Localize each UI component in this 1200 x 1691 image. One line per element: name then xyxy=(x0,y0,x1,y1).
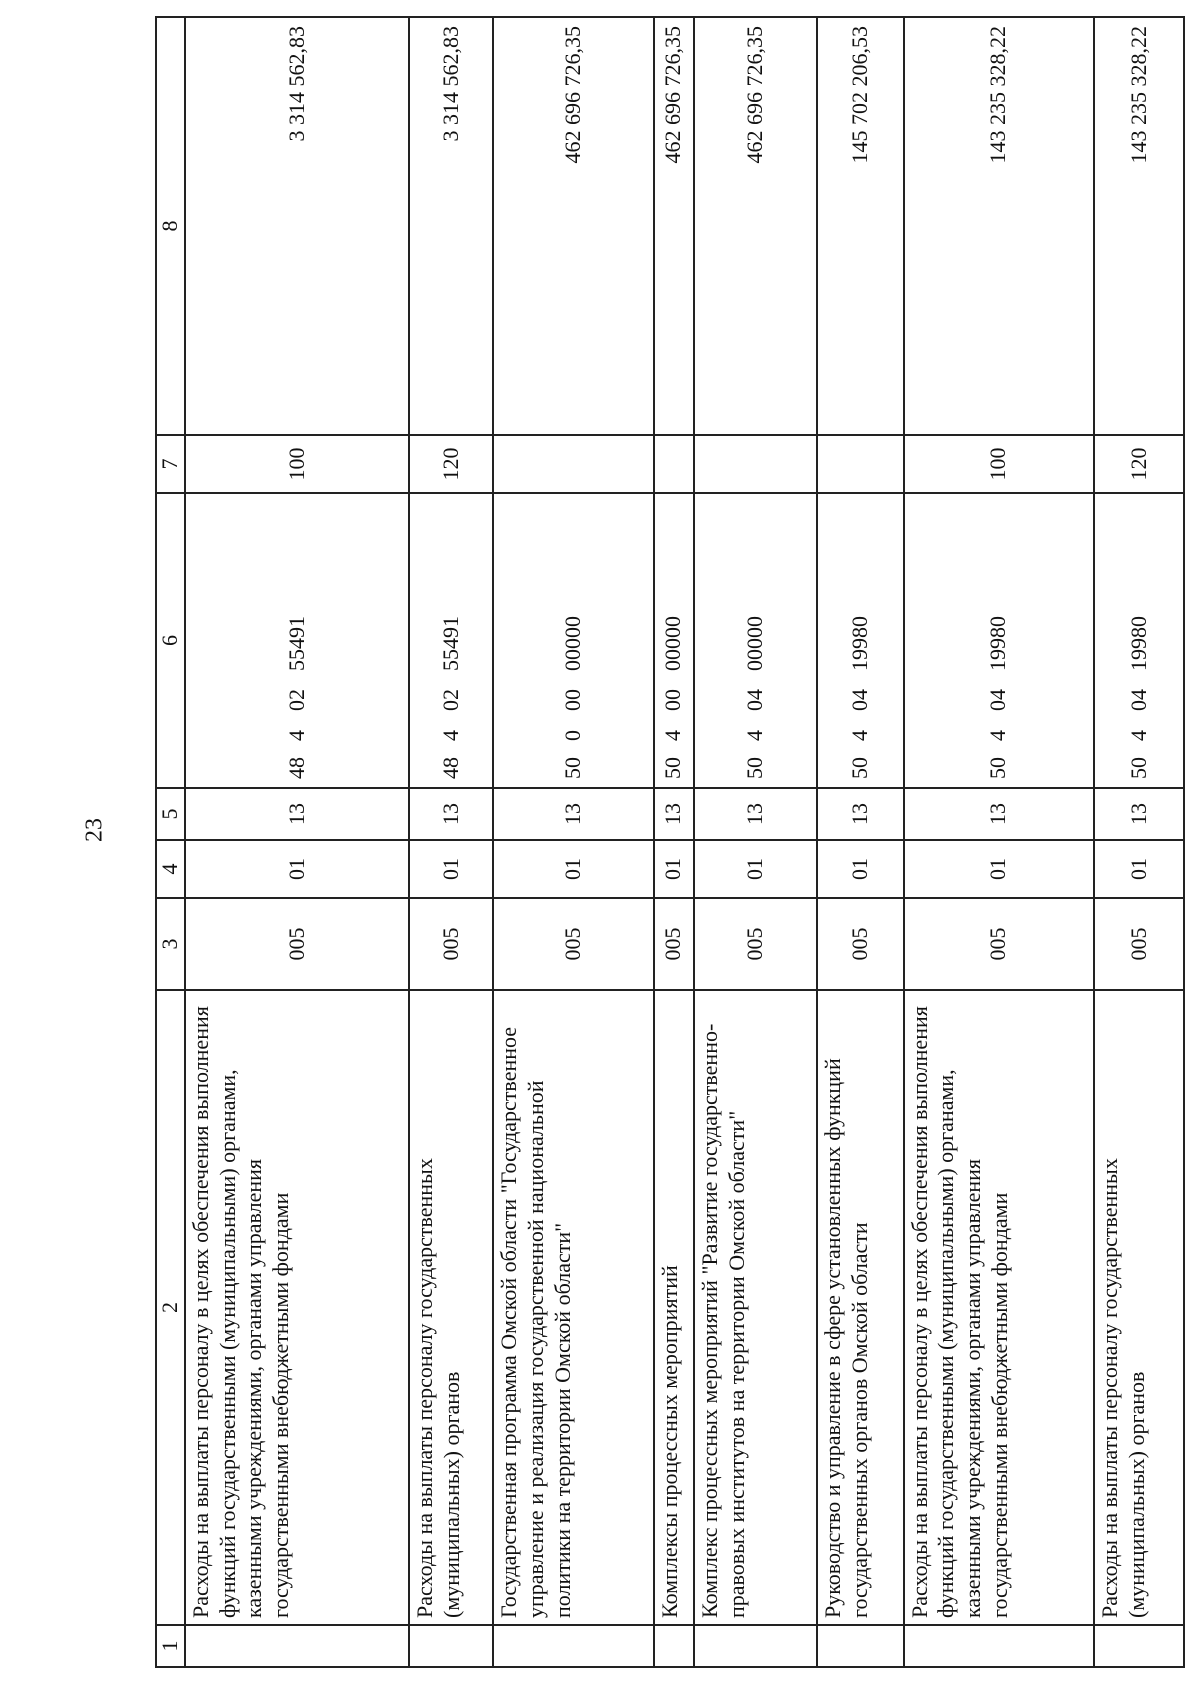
amount-cell: 462 696 726,35 xyxy=(493,17,653,435)
code-part: 00000 xyxy=(559,616,585,671)
code-cell: 01 xyxy=(904,840,1095,898)
page-number: 23 xyxy=(81,818,108,842)
target-article-cell xyxy=(654,493,694,788)
expense-type-cell: 120 xyxy=(1094,435,1184,493)
code-part: 04 xyxy=(1125,689,1151,711)
row-number-cell xyxy=(185,1625,409,1667)
code-cell: 005 xyxy=(694,898,817,990)
header-row xyxy=(156,17,185,1667)
amount-cell: 3 314 562,83 xyxy=(409,17,493,435)
code-cell: 01 xyxy=(654,840,694,898)
amount-cell: 143 235 328,22 xyxy=(904,17,1095,435)
header-col-6: 6 xyxy=(156,493,185,788)
code-part: 4 xyxy=(283,730,309,741)
header-col-1: 1 xyxy=(156,1625,185,1667)
code-cell: 13 xyxy=(654,788,694,840)
code-cell: 005 xyxy=(185,898,409,990)
code-part: 55491 xyxy=(437,616,463,671)
expense-type-cell: 100 xyxy=(185,435,409,493)
amount-cell: 462 696 726,35 xyxy=(654,17,694,435)
code-part: 50 xyxy=(1125,757,1151,779)
description-cell: Комплекс процессных мероприятий "Развитие государственно-правовых институтов на территории Омской области" xyxy=(694,990,817,1625)
table-row xyxy=(493,17,653,1667)
code-part: 50 xyxy=(847,757,872,779)
code-cell: 01 xyxy=(185,840,409,898)
description-cell: Расходы на выплаты персоналу государственных (муниципальных) органов xyxy=(409,990,493,1625)
target-article-cell xyxy=(694,493,817,788)
row-number-cell xyxy=(694,1625,817,1667)
code-cell: 005 xyxy=(817,898,903,990)
code-part: 19980 xyxy=(985,616,1011,671)
code-part: 48 xyxy=(437,757,463,779)
code-part: 04 xyxy=(985,689,1011,711)
amount-cell: 145 702 206,53 xyxy=(817,17,903,435)
row-number-cell xyxy=(654,1625,694,1667)
row-number-cell xyxy=(904,1625,1095,1667)
table-row xyxy=(185,17,409,1667)
code-part: 00 xyxy=(559,689,585,711)
target-article-cell xyxy=(185,493,409,788)
code-part: 04 xyxy=(742,689,768,711)
table-row xyxy=(409,17,493,1667)
code-part: 50 xyxy=(742,757,768,779)
code-cell: 005 xyxy=(409,898,493,990)
table-row xyxy=(1094,17,1184,1667)
expense-type-cell: 120 xyxy=(409,435,493,493)
amount-cell: 462 696 726,35 xyxy=(694,17,817,435)
code-cell: 01 xyxy=(817,840,903,898)
code-part: 4 xyxy=(985,730,1011,741)
code-cell: 13 xyxy=(1094,788,1184,840)
expense-type-cell xyxy=(694,435,817,493)
header-col-7: 7 xyxy=(156,435,185,493)
code-part: 02 xyxy=(283,689,309,711)
header-col-5: 5 xyxy=(156,788,185,840)
row-number-cell xyxy=(1094,1625,1184,1667)
code-part: 50 xyxy=(559,757,585,779)
code-part: 19980 xyxy=(1125,616,1151,671)
table-row xyxy=(694,17,817,1667)
code-part: 4 xyxy=(660,730,686,741)
code-cell: 005 xyxy=(904,898,1095,990)
header-col-2: 2 xyxy=(156,990,185,1625)
header-col-3: 3 xyxy=(156,898,185,990)
code-part: 4 xyxy=(1125,730,1151,741)
expense-type-cell xyxy=(817,435,903,493)
description-cell: Расходы на выплаты персоналу в целях обеспечения выполнения функций государственными (муниципальными) органами, казенными учреждениями, органами управления государственными внебюджетными фондами xyxy=(185,990,409,1625)
target-article-cell xyxy=(409,493,493,788)
code-cell: 005 xyxy=(654,898,694,990)
code-part: 02 xyxy=(437,689,463,711)
code-part: 00000 xyxy=(742,616,768,671)
code-cell: 01 xyxy=(1094,840,1184,898)
code-part: 55491 xyxy=(283,616,309,671)
code-cell: 13 xyxy=(817,788,903,840)
code-part: 50 xyxy=(660,757,686,779)
code-cell: 005 xyxy=(1094,898,1184,990)
target-article-cell xyxy=(1094,493,1184,788)
code-cell: 005 xyxy=(493,898,653,990)
code-part: 4 xyxy=(742,730,768,741)
code-cell: 13 xyxy=(694,788,817,840)
table-row xyxy=(817,17,903,1667)
code-part: 50 xyxy=(985,757,1011,779)
expense-type-cell xyxy=(654,435,694,493)
code-part: 00 xyxy=(660,689,686,711)
code-part: 00000 xyxy=(660,616,686,671)
amount-cell: 143 235 328,22 xyxy=(1094,17,1184,435)
amount-cell: 3 314 562,83 xyxy=(185,17,409,435)
description-cell: Расходы на выплаты персоналу государственных (муниципальных) органов xyxy=(1094,990,1184,1625)
code-cell: 13 xyxy=(409,788,493,840)
target-article-cell xyxy=(904,493,1095,788)
code-cell: 13 xyxy=(904,788,1095,840)
row-number-cell xyxy=(409,1625,493,1667)
description-cell: Государственная программа Омской области "Государственное управление и реализация государственной национальной политики на территории Омской области" xyxy=(493,990,653,1625)
code-part: 4 xyxy=(437,730,463,741)
header-col-8: 8 xyxy=(156,17,185,435)
budget-table xyxy=(155,16,1185,1668)
expense-type-cell xyxy=(493,435,653,493)
code-cell: 01 xyxy=(493,840,653,898)
code-part: 19980 xyxy=(847,616,872,671)
expense-type-cell: 100 xyxy=(904,435,1095,493)
table-row xyxy=(654,17,694,1667)
description-cell: Расходы на выплаты персоналу в целях обеспечения выполнения функций государственными (муниципальными) органами, казенными учреждениями, органами управления государственными внебюджетными фондами xyxy=(904,990,1095,1625)
description-cell: Комплексы процессных мероприятий xyxy=(654,990,694,1625)
code-cell: 13 xyxy=(493,788,653,840)
code-cell: 13 xyxy=(185,788,409,840)
target-article-cell xyxy=(817,493,903,788)
code-cell: 01 xyxy=(694,840,817,898)
row-number-cell xyxy=(817,1625,903,1667)
code-cell: 01 xyxy=(409,840,493,898)
code-part: 48 xyxy=(283,757,309,779)
row-number-cell xyxy=(493,1625,653,1667)
code-part: 04 xyxy=(847,689,872,711)
description-cell: Руководство и управление в сфере установленных функций государственных органов Омской области xyxy=(817,990,903,1625)
target-article-cell xyxy=(493,493,653,788)
table-row xyxy=(904,17,1095,1667)
code-part: 0 xyxy=(559,730,585,741)
rotated-table-container xyxy=(155,18,1185,1668)
code-part: 4 xyxy=(847,730,872,741)
header-col-4: 4 xyxy=(156,840,185,898)
